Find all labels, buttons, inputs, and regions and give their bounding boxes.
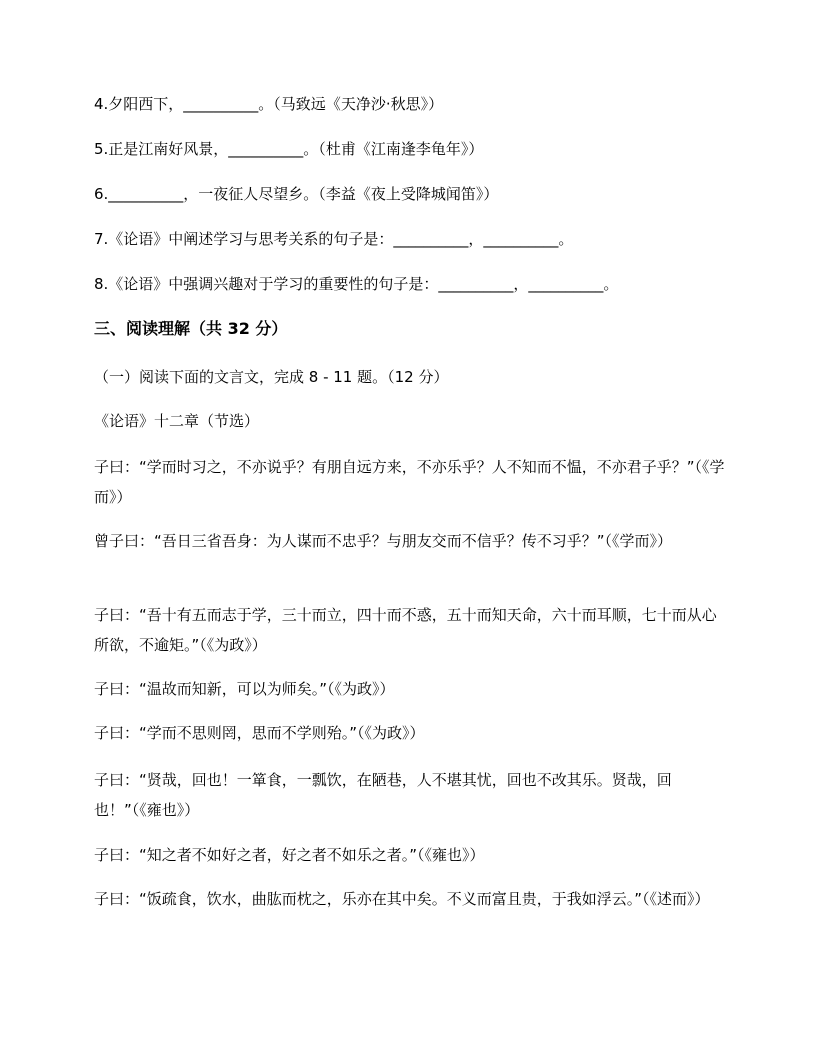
passage-6: 子曰：“贤哉，回也！一箪食，一瓢饮，在陋巷，人不堪其忧，回也不改其乐。贤哉，回也！”（《雍也》） bbox=[94, 771, 672, 819]
fill-in-question-6: 6.__________，一夜征人尽望乡。（李益《夜上受降城闻笛》） bbox=[94, 185, 499, 203]
passage-3: 子曰：“吾十有五而志于学，三十而立，四十而不惑，五十而知天命，六十而耳顺，七十而从心所欲，不逾矩。”（《为政》） bbox=[94, 606, 717, 654]
text-title: 《论语》十二章（节选） bbox=[94, 412, 260, 430]
fill-in-question-5: 5.正是江南好风景，__________。（杜甫《江南逢李龟年》） bbox=[94, 140, 484, 158]
passage-7: 子曰：“知之者不如好之者，好之者不如乐之者。”（《雍也》） bbox=[94, 846, 485, 864]
passage-8: 子曰：“饭疏食，饮水，曲肱而枕之，乐亦在其中矣。不义而富且贵，于我如浮云。”（《述而》） bbox=[94, 890, 710, 908]
passage-4: 子曰：“温故而知新，可以为师矣。”（《为政》） bbox=[94, 680, 395, 698]
fill-in-question-7: 7.《论语》中阐述学习与思考关系的句子是：__________，__________。 bbox=[94, 230, 574, 248]
passage-1: 子曰：“学而时习之，不亦说乎？有朋自远方来，不亦乐乎？人不知而不愠，不亦君子乎？”（《学而》） bbox=[94, 458, 725, 506]
fill-in-question-8: 8.《论语》中强调兴趣对于学习的重要性的句子是：__________，__________。 bbox=[94, 275, 619, 293]
section-heading: 三、阅读理解（共 32 分） bbox=[94, 319, 288, 338]
passage-2: 曾子曰：“吾日三省吾身：为人谋而不忠乎？与朋友交而不信乎？传不习乎？”（《学而》） bbox=[94, 532, 673, 550]
fill-in-question-4: 4.夕阳西下，__________。（马致远《天净沙·秋思》） bbox=[94, 95, 444, 113]
passage-5: 子曰：“学而不思则罔，思而不学则殆。”（《为政》） bbox=[94, 724, 425, 742]
sub-heading: （一）阅读下面的文言文，完成 8 - 11 题。（12 分） bbox=[94, 368, 449, 386]
